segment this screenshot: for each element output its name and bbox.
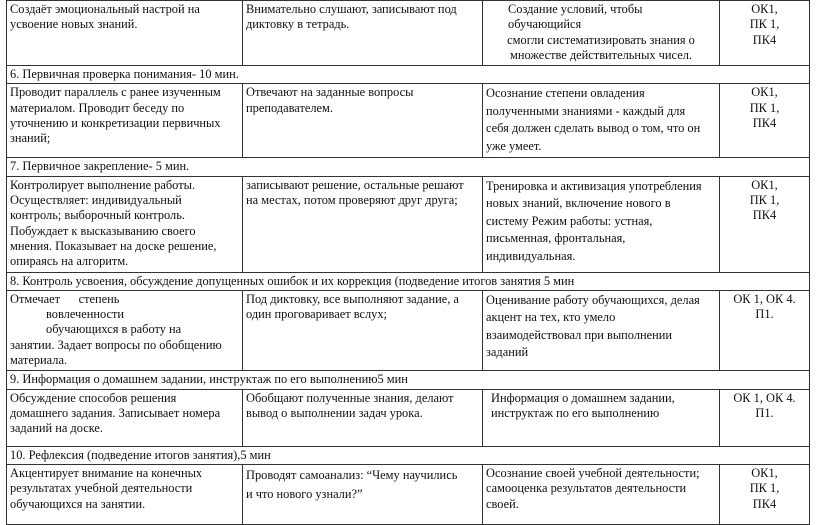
text-line: Акцентирует внимание на конечных: [10, 465, 203, 480]
teacher-activity-cell: [7, 176, 243, 272]
table-row: [7, 389, 810, 446]
text-line: самооценка результатов деятельности: [486, 481, 687, 496]
text-line: Обобщают полученные знания, делают: [246, 390, 454, 405]
text-line: материалом. Проводит беседу по: [10, 100, 185, 115]
text-line: Проводит параллель с ранее изученным: [10, 85, 221, 100]
result-cell: [483, 290, 720, 370]
competence-cell: [720, 84, 810, 158]
result-cell: [483, 84, 720, 158]
student-activity-cell: [243, 1, 483, 66]
result-cell: [483, 1, 720, 66]
text-line: ПК 1,: [749, 17, 780, 32]
text-line: П1.: [755, 405, 774, 420]
text-line: знаний;: [10, 131, 51, 146]
text-line: письменная, фронтальная,: [486, 231, 626, 246]
text-line: ОК1,: [751, 85, 778, 100]
text-line: ПК 1,: [749, 100, 780, 115]
text-line: Обсуждение способов решения: [10, 390, 177, 405]
teacher-activity-cell: [7, 290, 243, 370]
text-line: Тренировка и активизация употребления: [486, 178, 702, 193]
text-line: уже умеет.: [486, 138, 542, 153]
text-line: систему Режим работы: устная,: [486, 213, 653, 228]
table-row: [7, 1, 810, 66]
text-line: ОК 1, ОК 4.: [733, 390, 796, 405]
section-header-row: [7, 446, 810, 464]
text-line: мнения. Показывает на доске решение,: [10, 238, 217, 253]
text-line: ПК 1,: [749, 193, 780, 208]
table-row: [7, 176, 810, 272]
text-line: Оценивание работу обучающихся, делая: [486, 292, 700, 307]
text-line: вывод о выполнении задач урока.: [246, 405, 423, 420]
teacher-activity-cell: [7, 464, 243, 524]
lesson-plan-table: [6, 0, 810, 525]
text-line: занятии. Задает вопросы по обобщению: [10, 337, 222, 352]
section-header-row: [7, 272, 810, 290]
text-line: Внимательно слушают, записывают под: [246, 2, 457, 16]
text-line: преподавателем.: [246, 100, 333, 115]
text-line: ОК1,: [751, 465, 778, 480]
text-line: заданий: [486, 345, 529, 360]
text-line: ПК4: [752, 32, 777, 47]
text-line: Контролирует выполнение работы.: [10, 177, 196, 192]
text-line: П1.: [755, 307, 774, 322]
section-title: 7. Первичное закрепление- 5 мин.: [7, 158, 810, 176]
result-cell: [483, 176, 720, 272]
table-row: [7, 290, 810, 370]
text-line: опираясь на алгоритм.: [10, 254, 129, 269]
section-title: 9. Информация о домашнем задании, инструктаж по его выполнению5 мин: [7, 371, 810, 389]
text-line: результатах учебной деятельности: [10, 481, 193, 496]
text-line: Под диктовку, все выполняют задание, а: [246, 291, 459, 306]
table-row: [7, 464, 810, 524]
text-line: инструктаж по его выполнению: [491, 405, 660, 420]
student-activity-cell: [243, 176, 483, 272]
text-line: на местах, потом проверяют друг друга;: [246, 193, 458, 208]
text-line: обучающихся на занятии.: [10, 496, 146, 511]
text-line: индивидуальная.: [486, 248, 576, 263]
text-line: ПК4: [752, 496, 777, 511]
text-line: домашнего задания. Записывает номера: [10, 405, 221, 420]
text-line: взаимодействовал при выполнении: [486, 327, 673, 342]
teacher-activity-cell: [7, 389, 243, 446]
text-line: контроль; выборочный контроль.: [10, 208, 185, 223]
text-line: и что нового узнали?”: [246, 486, 363, 501]
text-line: Осознание своей учебной деятельности;: [486, 465, 700, 480]
text-line: полученными знаниями - каждый для: [486, 103, 686, 118]
text-line: Осознание степени овладения: [486, 86, 645, 101]
student-activity-cell: [243, 290, 483, 370]
text-line: Отмечает степень: [10, 291, 120, 306]
text-line: обучающихся в работу на: [46, 322, 182, 337]
section-header-row: [7, 158, 810, 176]
result-cell: [483, 389, 720, 446]
text-line: ОК 1, ОК 4.: [733, 291, 796, 306]
text-line: акцент на тех, кто умело: [486, 310, 616, 325]
result-cell: [483, 464, 720, 524]
text-line: смогли систематизировать знания о: [507, 32, 695, 47]
competence-cell: [720, 389, 810, 446]
text-line: материала.: [10, 353, 68, 368]
text-line: Осуществляет: индивидуальный: [10, 193, 182, 208]
text-line: уточнению и конкретизации первичных: [10, 116, 221, 131]
text-line: ПК 1,: [749, 481, 780, 496]
text-line: ПК4: [752, 116, 777, 131]
text-line: записывают решение, остальные решают: [246, 177, 464, 192]
text-line: Проводят самоанализ: “Чему научились: [246, 467, 458, 482]
competence-cell: [720, 290, 810, 370]
text-line: заданий на доске.: [10, 421, 104, 436]
text-line: усвоение новых знаний.: [10, 17, 138, 32]
table-row: [7, 84, 810, 158]
competence-cell: [720, 176, 810, 272]
text-line: один проговаривает вслух;: [246, 307, 387, 322]
text-line: ПК4: [752, 208, 777, 223]
section-title: 6. Первичная проверка понимания- 10 мин.: [7, 66, 810, 84]
competence-cell: [720, 1, 810, 66]
text-line: Создаёт эмоциональный настрой на: [10, 2, 200, 16]
text-line: новых знаний, включение нового в: [486, 196, 671, 211]
text-line: Побуждает к высказыванию своего: [10, 223, 196, 238]
student-activity-cell: [243, 389, 483, 446]
text-line: своей.: [486, 496, 519, 511]
text-line: себя должен сделать вывод о том, что он: [486, 121, 701, 136]
section-header-row: [7, 371, 810, 389]
competence-cell: [720, 464, 810, 524]
section-title: 10. Рефлексия (подведение итогов занятия),5 мин: [7, 446, 810, 464]
text-line: ОК1,: [751, 2, 778, 16]
text-line: Создание условий, чтобы обучающийся: [508, 2, 643, 32]
teacher-activity-cell: [7, 1, 243, 66]
student-activity-cell: [243, 84, 483, 158]
text-line: вовлеченности: [46, 307, 125, 322]
text-line: ОК1,: [751, 177, 778, 192]
teacher-activity-cell: [7, 84, 243, 158]
text-line: множестве действительных чисел.: [510, 47, 692, 62]
student-activity-cell: [243, 464, 483, 524]
text-line: Информация о домашнем задании,: [491, 390, 675, 405]
lesson-plan-document: [6, 0, 809, 525]
section-title: 8. Контроль усвоения, обсуждение допущенных ошибок и их коррекция (подведение итогов занятия 5 мин: [7, 272, 810, 290]
text-line: Отвечают на заданные вопросы: [246, 85, 414, 100]
text-line: диктовку в тетрадь.: [246, 17, 350, 32]
section-header-row: [7, 66, 810, 84]
